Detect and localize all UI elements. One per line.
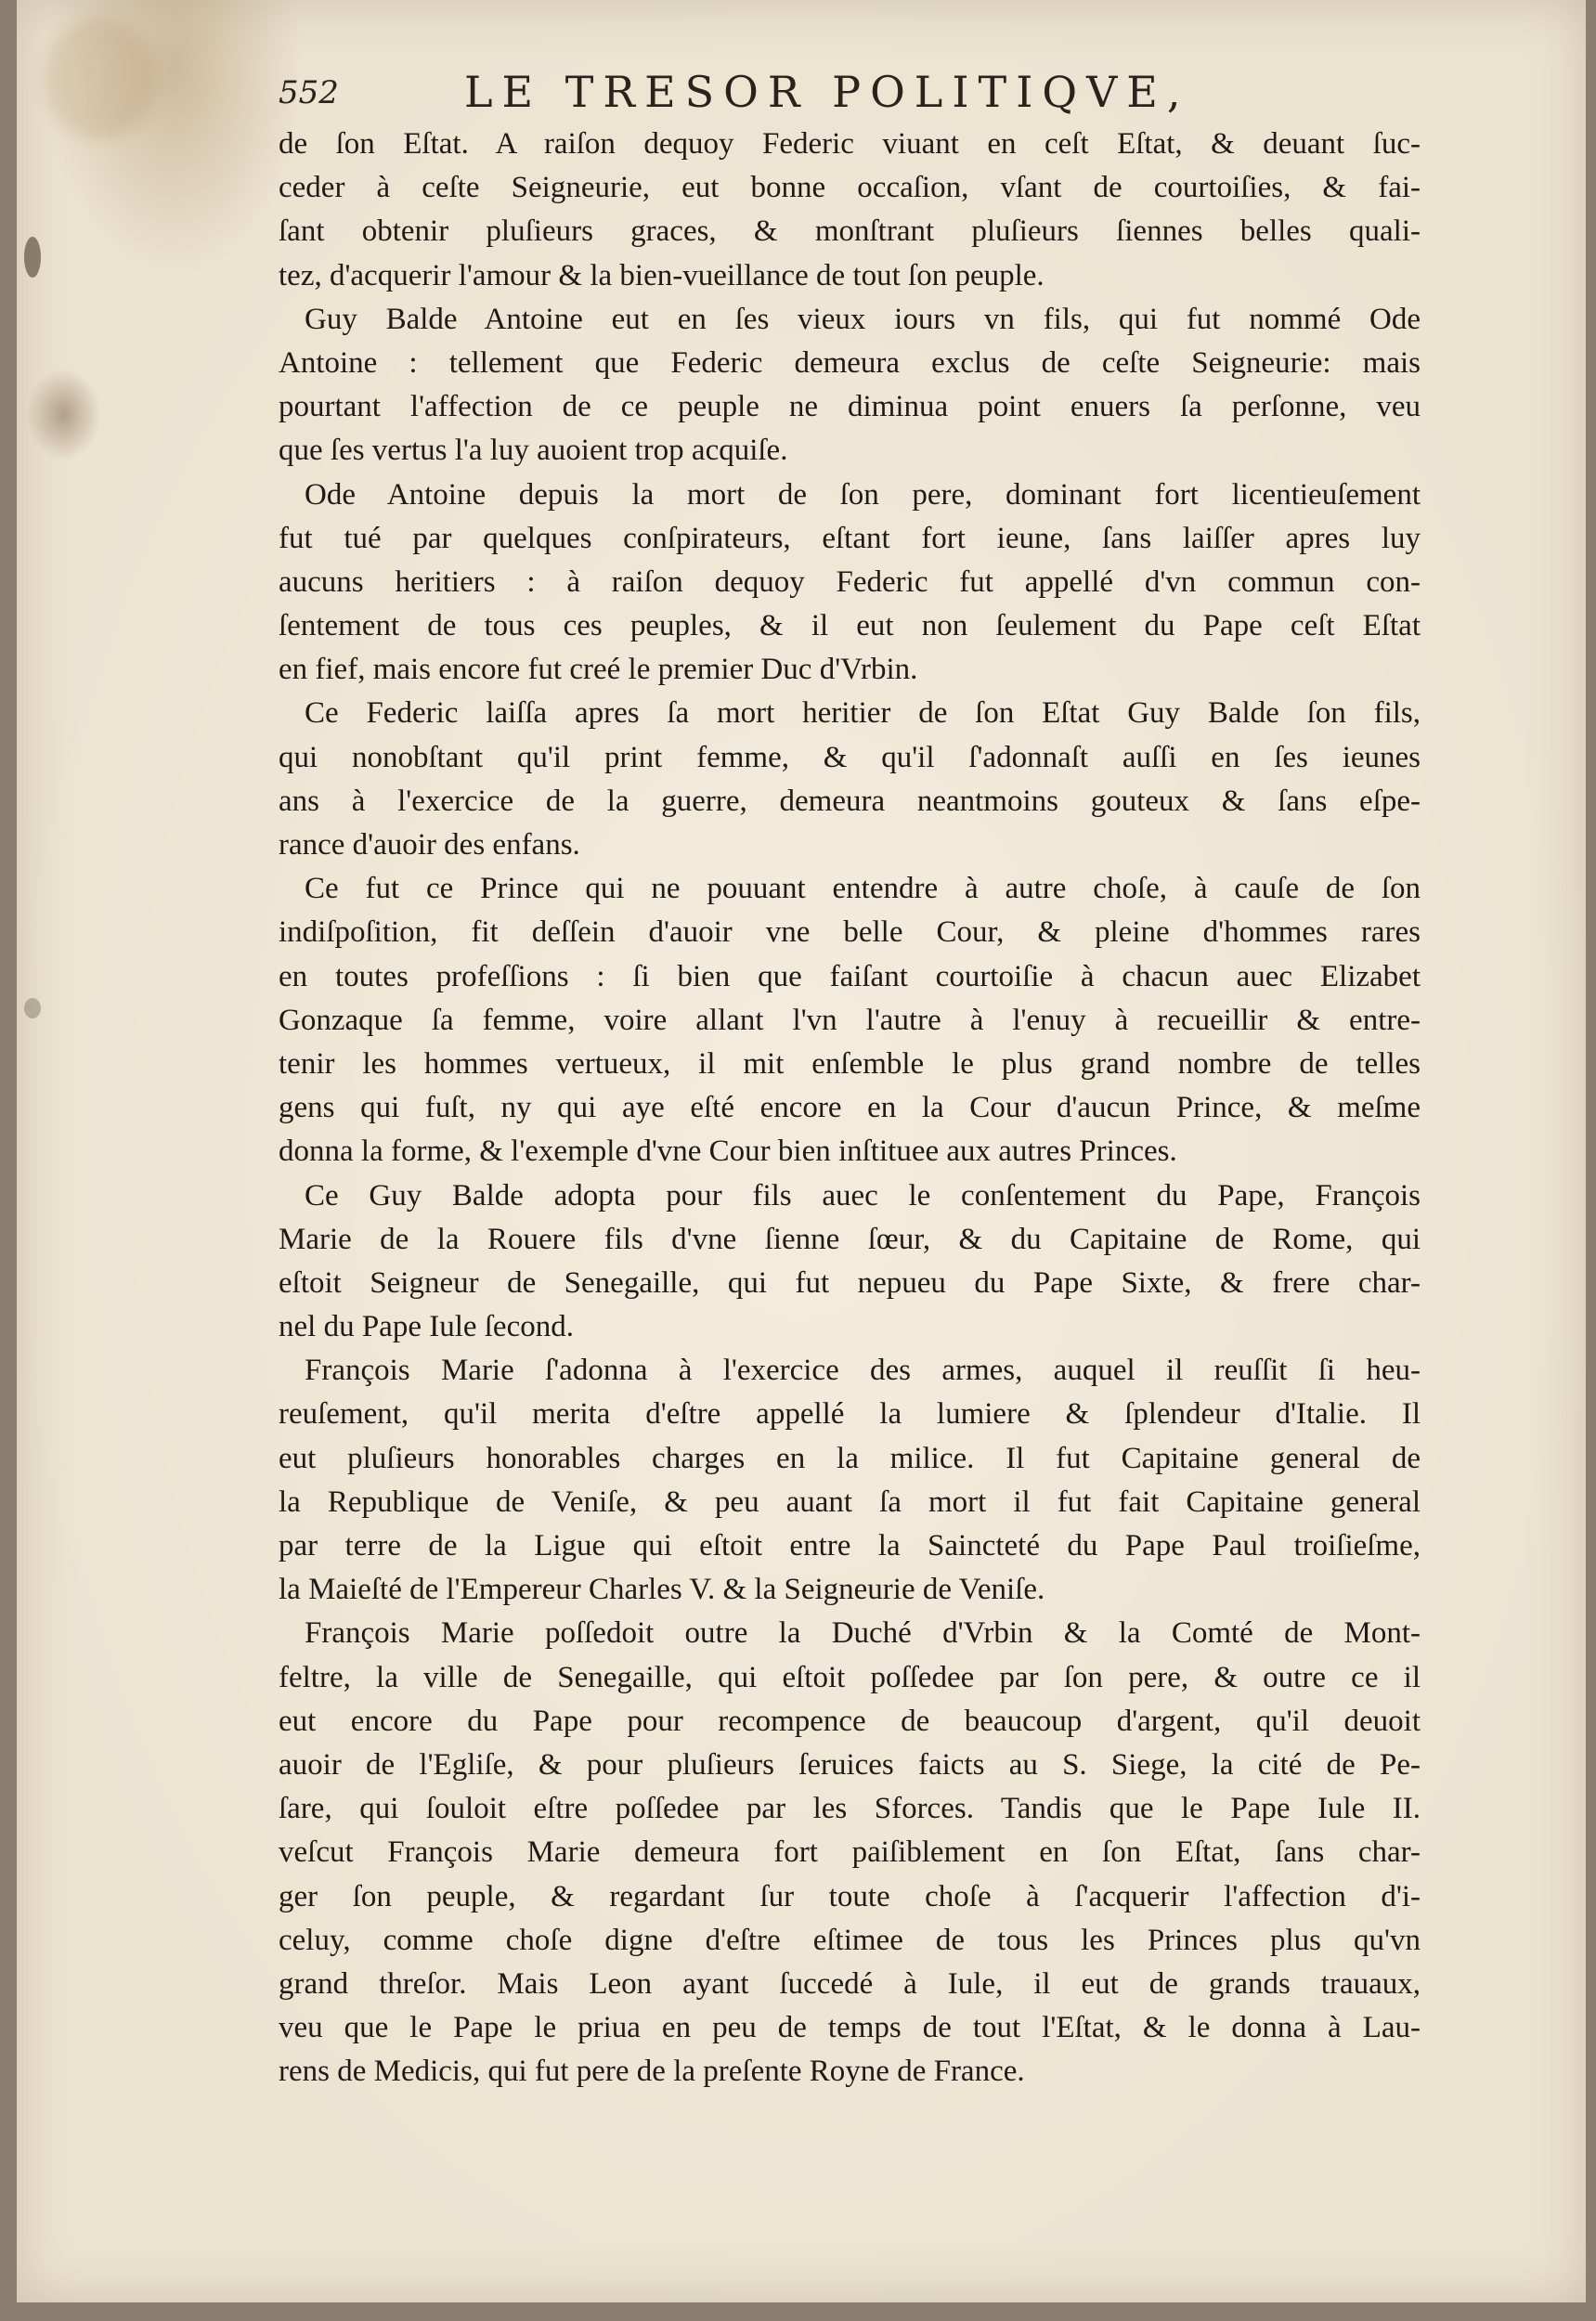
text-line: tenir les hommes vertueux, il mit enſemble le plus grand nombre de telles: [279, 1046, 1421, 1081]
text-line: eut pluſieurs honorables charges en la milice. Il fut Capitaine general de: [279, 1441, 1421, 1475]
paragraph: [279, 1174, 1421, 1350]
text-line: pourtant l'affection de ce peuple ne diminua point enuers ſa perſonne, veu: [279, 390, 1421, 424]
text-line: ſare, qui ſouloit eſtre poſſedee par les Sforces. Tandis que le Pape Iule II.: [279, 1792, 1421, 1826]
text-line: ſentement de tous ces peuples, & il eut non ſeulement du Pape ceſt Eſtat: [279, 609, 1421, 643]
text-line: ceder à ceſte Seigneurie, eut bonne occaſion, vſant de courtoiſies, & fai-: [279, 171, 1421, 205]
text-line: par terre de la Ligue qui eſtoit entre la Saincteté du Pape Paul troiſieſme,: [279, 1529, 1421, 1562]
text-line: Marie de la Rouere fils d'vne ſienne ſœur, & du Capitaine de Rome, qui: [279, 1222, 1421, 1256]
text-line: que ſes vertus l'a luy auoient trop acquiſe.: [279, 434, 788, 468]
text-line: François Marie ſ'adonna à l'exercice des armes, auquel il reuſſit ſi heu-: [305, 1354, 1421, 1388]
text-line: Ode Antoine depuis la mort de ſon pere, dominant fort licentieuſement: [305, 477, 1421, 512]
text-line: Gonzaque ſa femme, voire allant l'vn l'autre à l'enuy à recueillir & entre-: [279, 1003, 1421, 1037]
text-line: auoir de l'Egliſe, & pour pluſieurs ſeruices faicts au S. Siege, la cité de Pe-: [279, 1747, 1421, 1782]
paragraph: [279, 298, 1421, 473]
paragraph: [279, 692, 1421, 867]
text-line: Ce Federic laiſſa apres ſa mort heritier de ſon Eſtat Guy Balde ſon fils,: [305, 696, 1421, 731]
text-line: rance d'auoir des enfans.: [279, 828, 580, 862]
text-line: Antoine : tellement que Federic demeura exclus de ceſte Seigneurie: mais: [279, 345, 1421, 380]
text-line: tez, d'acquerir l'amour & la bien-vueillance de tout ſon peuple.: [279, 258, 1045, 292]
page-stain: [45, 19, 156, 139]
text-line: indiſpoſition, fit deſſein d'auoir vne belle Cour, & pleine d'hommes rares: [279, 915, 1421, 950]
paragraph: [279, 1349, 1421, 1612]
paragraph: [279, 1612, 1421, 2094]
text-line: celuy, comme choſe digne d'eſtre eſtimee de tous les Princes plus qu'vn: [279, 1923, 1421, 1957]
paragraph: [279, 867, 1421, 1173]
text-line: gens qui fuſt, ny qui aye eſté encore en la Cour d'aucun Prince, & meſme: [279, 1091, 1421, 1125]
text-line: ſant obtenir pluſieurs graces, & monſtrant pluſieurs ſiennes belles quali-: [279, 214, 1421, 249]
text-line: en toutes profeſſions : ſi bien que faiſant courtoiſie à chacun auec Elizabet: [279, 959, 1421, 993]
text-line: eſtoit Seigneur de Senegaille, qui fut nepueu du Pape Sixte, & frere char-: [279, 1265, 1421, 1300]
text-line: François Marie poſſedoit outre la Duché d'Vrbin & la Comté de Mont-: [305, 1616, 1421, 1651]
text-line: donna la forme, & l'exemple d'vne Cour bien inſtituee aux autres Princes.: [279, 1135, 1177, 1169]
page-header: [279, 67, 1281, 123]
text-line: ger ſon peuple, & regardant ſur toute choſe à ſ'acquerir l'affection d'i-: [279, 1879, 1421, 1913]
text-line: reuſement, qu'il merita d'eſtre appellé la lumiere & ſplendeur d'Italie. Il: [279, 1397, 1421, 1432]
paragraph: [279, 123, 1421, 298]
page-number: 552: [279, 74, 339, 111]
text-line: nel du Pape Iule ſecond.: [279, 1310, 574, 1344]
running-title: LE TRESOR POLITIQVE,: [464, 67, 1190, 117]
text-line: veu que le Pape le priua en peu de temps de tout l'Eſtat, & le donna à Lau-: [279, 2011, 1421, 2045]
paragraph: [279, 473, 1421, 693]
body-text: [279, 123, 1421, 2094]
text-line: la Republique de Veniſe, & peu auant ſa mort il fut fait Capitaine general: [279, 1485, 1421, 1519]
text-line: Ce Guy Balde adopta pour fils auec le conſentement du Pape, François: [305, 1178, 1421, 1212]
binding-mark: [24, 237, 41, 278]
text-line: rens de Medicis, qui fut pere de la preſente Royne de France.: [279, 2055, 1025, 2089]
binding-mark: [24, 998, 41, 1018]
text-line: qui nonobſtant qu'il print femme, & qu'il ſ'adonnaſt auſſi en ſes ieunes: [279, 740, 1421, 774]
text-line: de ſon Eſtat. A raiſon dequoy Federic viuant en ceſt Eſtat, & deuant ſuc-: [279, 127, 1421, 161]
text-line: eut encore du Pape pour recompence de beaucoup d'argent, qu'il deuoit: [279, 1704, 1421, 1738]
text-line: veſcut François Marie demeura fort paiſiblement en ſon Eſtat, ſans char-: [279, 1835, 1421, 1870]
text-line: la Maieſté de l'Empereur Charles V. & la Seigneurie de Veniſe.: [279, 1573, 1045, 1607]
text-line: feltre, la ville de Senegaille, qui eſtoit poſſedee par ſon pere, & outre ce il: [279, 1660, 1421, 1694]
text-line: Guy Balde Antoine eut en ſes vieux iours vn fils, qui fut nommé Ode: [305, 302, 1421, 336]
text-line: Ce fut ce Prince qui ne pouuant entendre à autre choſe, à cauſe de ſon: [305, 872, 1421, 906]
text-line: grand threſor. Mais Leon ayant ſuccedé à Iule, il eut de grands trauaux,: [279, 1966, 1421, 2001]
text-line: en fief, mais encore fut creé le premier Duc d'Vrbin.: [279, 653, 918, 687]
text-line: ans à l'exercice de la guerre, demeura neantmoins gouteux & ſans eſpe-: [279, 784, 1421, 818]
text-line: fut tué par quelques conſpirateurs, eſtant fort ieune, ſans laiſſer apres luy: [279, 521, 1421, 555]
text-line: aucuns heritiers : à raiſon dequoy Federic fut appellé d'vn commun con-: [279, 564, 1421, 599]
